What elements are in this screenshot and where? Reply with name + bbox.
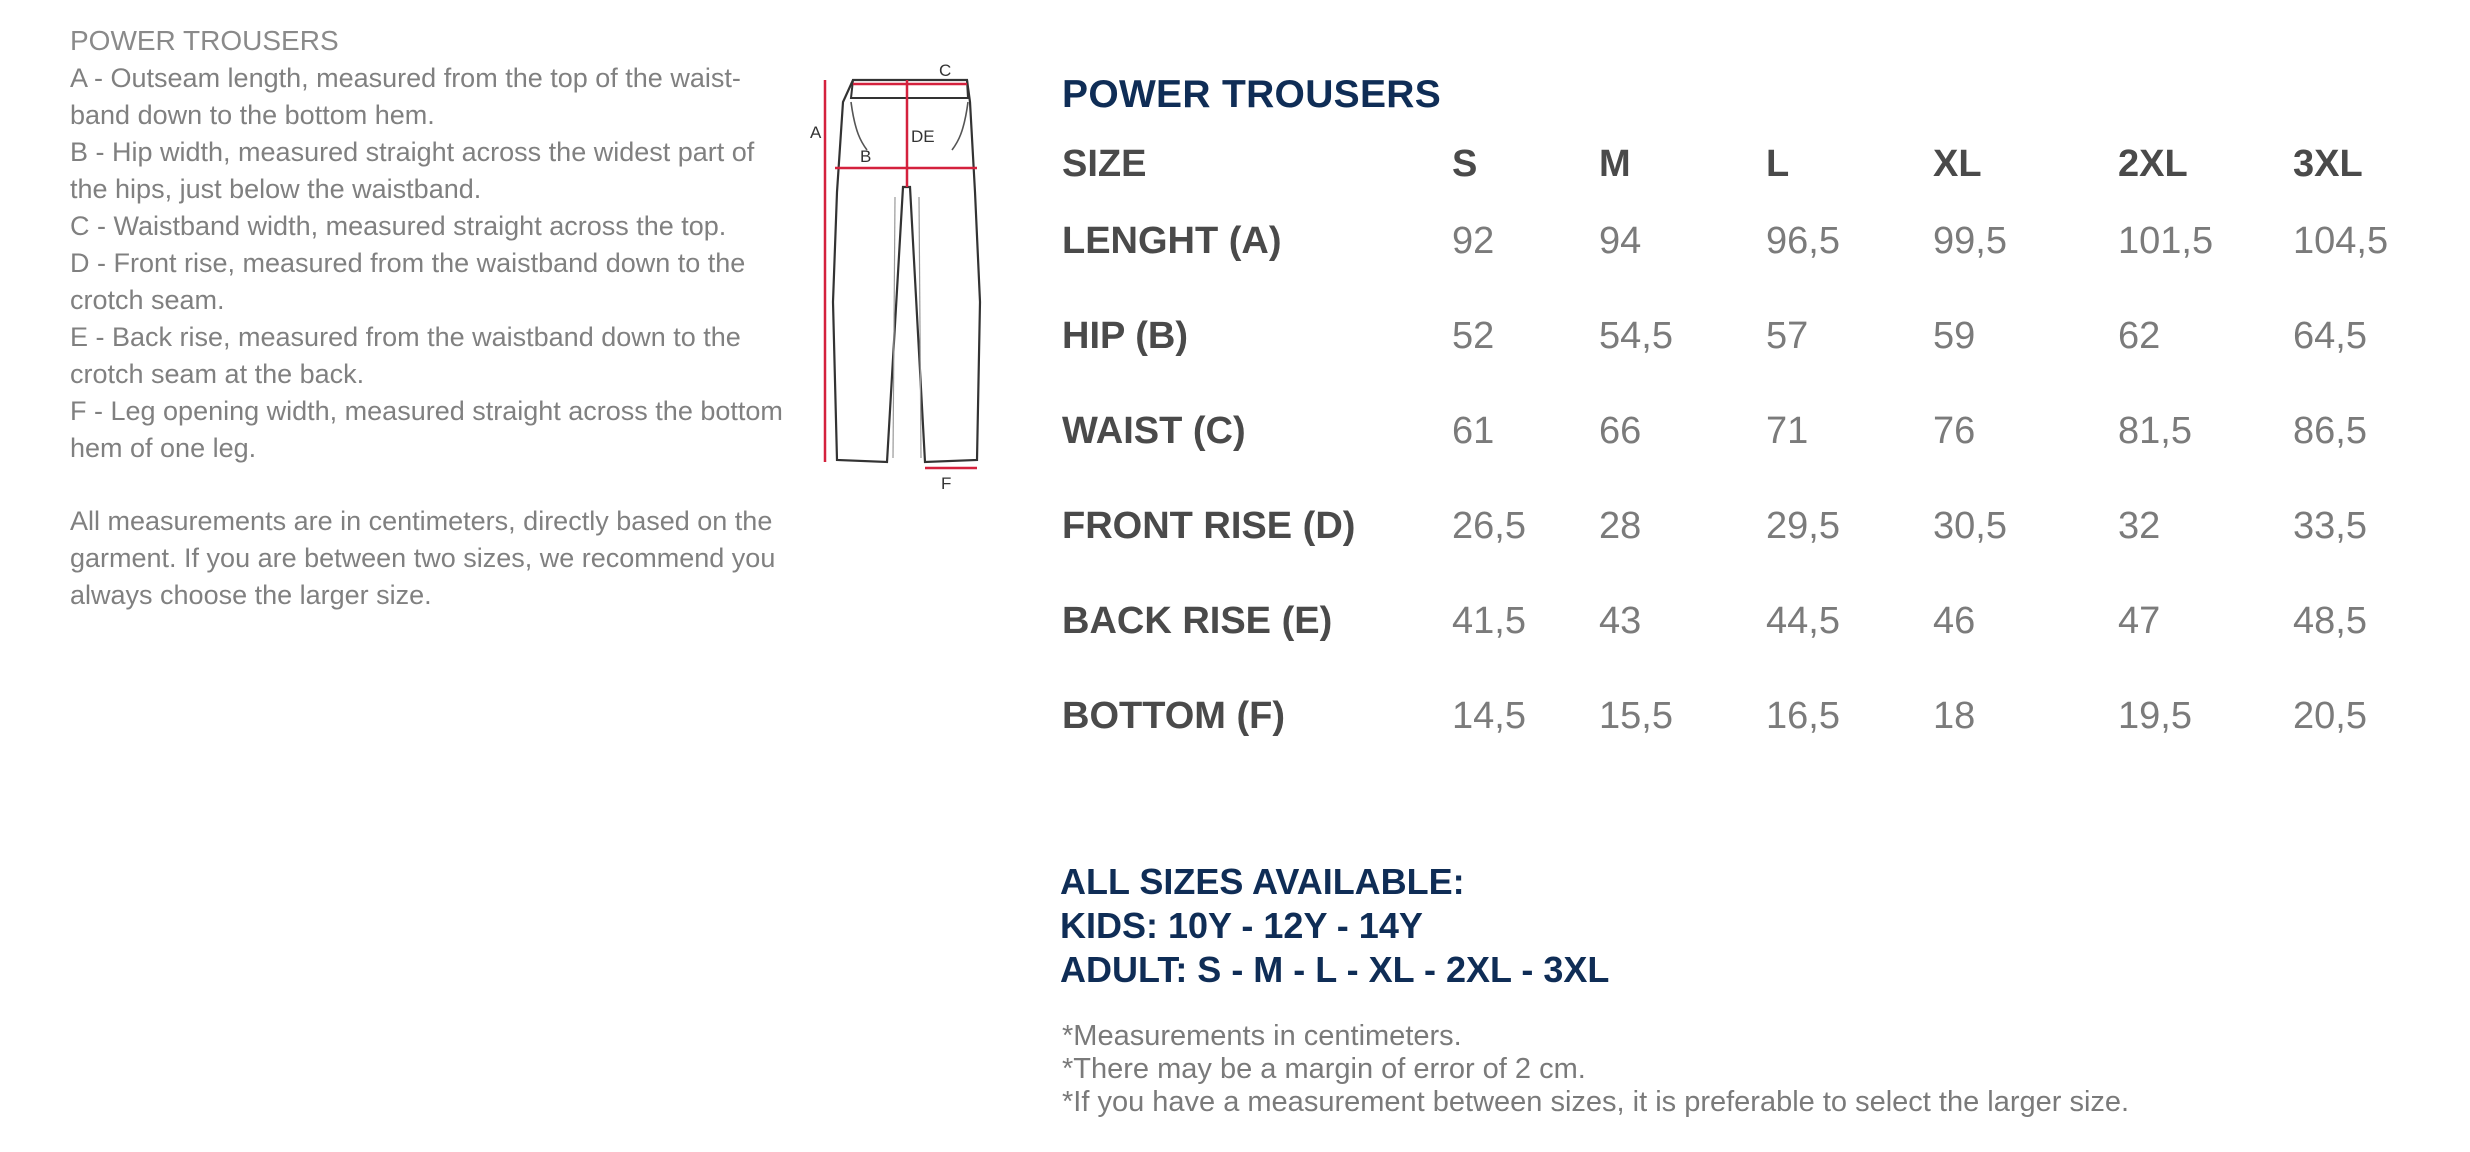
table-cell: 15,5 [1599,695,1673,737]
pocket-left [851,102,867,150]
size-chart-title: POWER TROUSERS [1062,73,1442,116]
table-cell: 20,5 [2293,695,2367,737]
sizes-available-block [1060,860,1609,992]
description-line: B - Hip width, measured straight across the widest part of [70,137,755,167]
table-cell: 71 [1766,410,1809,452]
measurement-note-line: All measurements are in centimeters, directly based on the [70,506,773,536]
table-cell: 26,5 [1452,505,1526,547]
table-cell: 52 [1452,315,1495,357]
diagram-label-a: A [810,123,822,142]
row-label: LENGHT (A) [1062,220,1282,262]
table-cell: 76 [1933,410,1976,452]
table-cell: 43 [1599,600,1642,642]
table-cell: 66 [1599,410,1642,452]
header-l: L [1766,142,1790,185]
table-cell: 44,5 [1766,600,1840,642]
description-line: hem of one leg. [70,433,257,463]
footnote: *If you have a measurement between sizes, it is preferable to select the larger size. [1062,1086,2130,1118]
table-cell: 41,5 [1452,600,1526,642]
table-cell: 61 [1452,410,1495,452]
table-cell: 96,5 [1766,220,1840,262]
table-cell: 18 [1933,695,1976,737]
trousers-measurement-diagram [810,61,985,493]
diagram-label-b: B [860,147,872,166]
header-xl: XL [1933,142,1982,185]
sizes-available-heading: ALL SIZES AVAILABLE: [1060,861,1465,902]
table-cell: 48,5 [2293,600,2367,642]
diagram-label-de: DE [911,127,935,146]
description-line: crotch seam. [70,285,225,315]
table-row [1062,289,2433,384]
description-line: E - Back rise, measured from the waistband down to the [70,322,741,352]
table-cell: 59 [1933,315,1976,357]
description-title: POWER TROUSERS [70,25,339,56]
table-cell: 30,5 [1933,505,2007,547]
table-cell: 29,5 [1766,505,1840,547]
description-line: crotch seam at the back. [70,359,365,389]
description-line: the hips, just below the waistband. [70,174,482,204]
description-panel [70,22,790,614]
table-cell: 101,5 [2118,220,2214,262]
adult-sizes: ADULT: S - M - L - XL - 2XL - 3XL [1060,949,1610,990]
table-cell: 28 [1599,505,1642,547]
table-header-row [1062,134,2433,194]
table-cell: 94 [1599,220,1642,262]
description-line: C - Waistband width, measured straight across the top. [70,211,727,241]
description-line: band down to the bottom hem. [70,100,435,130]
table-cell: 104,5 [2293,220,2389,262]
kids-sizes: KIDS: 10Y - 12Y - 14Y [1060,905,1423,946]
header-2xl: 2XL [2118,142,2188,185]
table-cell: 57 [1766,315,1809,357]
measurement-note-line: garment. If you are between two sizes, we recommend you [70,543,776,573]
table-cell: 92 [1452,220,1495,262]
description-line: A - Outseam length, measured from the top of the waist- [70,63,741,93]
table-cell: 32 [2118,505,2161,547]
header-size: SIZE [1062,142,1147,185]
description-line: D - Front rise, measured from the waistband down to the [70,248,746,278]
table-cell: 99,5 [1933,220,2007,262]
table-row [1062,194,2433,289]
table-cell: 64,5 [2293,315,2367,357]
table-cell: 47 [2118,600,2161,642]
measurement-note-line: always choose the larger size. [70,580,432,610]
footnotes [1062,1020,2129,1119]
table-cell: 14,5 [1452,695,1526,737]
table-cell: 46 [1933,600,1976,642]
description-line: F - Leg opening width, measured straight across the bottom [70,396,783,426]
row-label: WAIST (C) [1062,410,1246,452]
row-label: BACK RISE (E) [1062,600,1333,642]
table-row [1062,479,2433,574]
table-cell: 62 [2118,315,2161,357]
header-s: S [1452,142,1478,185]
waistband-outline [851,80,968,98]
table-cell: 33,5 [2293,505,2367,547]
size-chart [1062,70,2442,764]
leg-detail-right [919,197,921,458]
row-label: BOTTOM (F) [1062,695,1286,737]
diagram-label-c: C [939,61,952,80]
table-cell: 54,5 [1599,315,1673,357]
footnote: *There may be a margin of error of 2 cm. [1062,1053,1586,1085]
pocket-right [952,102,968,150]
table-cell: 19,5 [2118,695,2192,737]
table-row [1062,574,2433,669]
footnote: *Measurements in centimeters. [1062,1020,1462,1052]
table-cell: 86,5 [2293,410,2367,452]
row-label: HIP (B) [1062,315,1188,357]
size-table [1062,134,2433,764]
table-cell: 81,5 [2118,410,2192,452]
header-m: M [1599,142,1631,185]
table-cell: 16,5 [1766,695,1840,737]
diagram-label-f: F [941,474,952,493]
header-3xl: 3XL [2293,142,2363,185]
row-label: FRONT RISE (D) [1062,505,1356,547]
table-row [1062,669,2433,764]
table-row [1062,384,2433,479]
